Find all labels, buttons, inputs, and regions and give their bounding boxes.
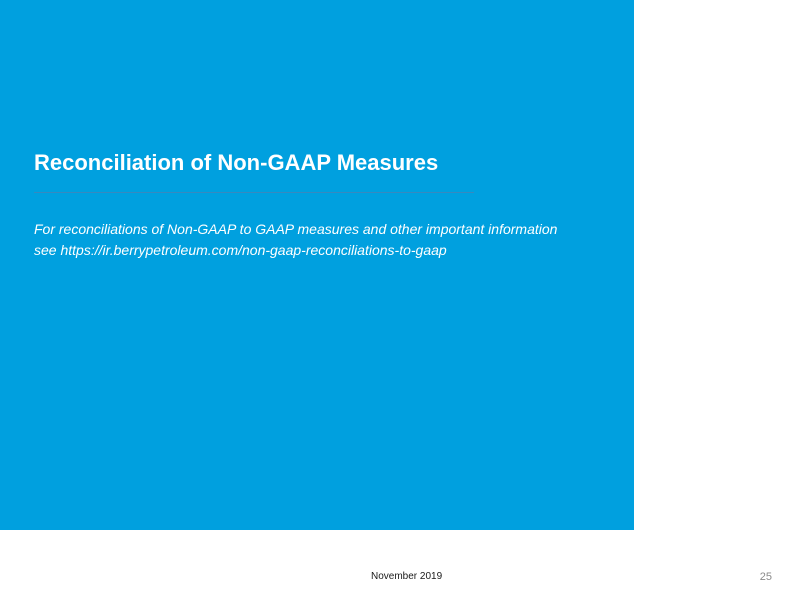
body-text-line: For reconciliations of Non-GAAP to GAAP measures and other important information (34, 221, 558, 237)
slide-title: Reconciliation of Non-GAAP Measures (34, 150, 439, 175)
body-text (34, 219, 624, 261)
title-divider (34, 192, 474, 193)
page-number: 25 (759, 571, 772, 583)
footer-date: November 2019 (371, 571, 443, 582)
body-text-line-link[interactable]: see https://ir.berrypetroleum.com/non-gaap-reconciliations-to-gaap (34, 242, 447, 258)
